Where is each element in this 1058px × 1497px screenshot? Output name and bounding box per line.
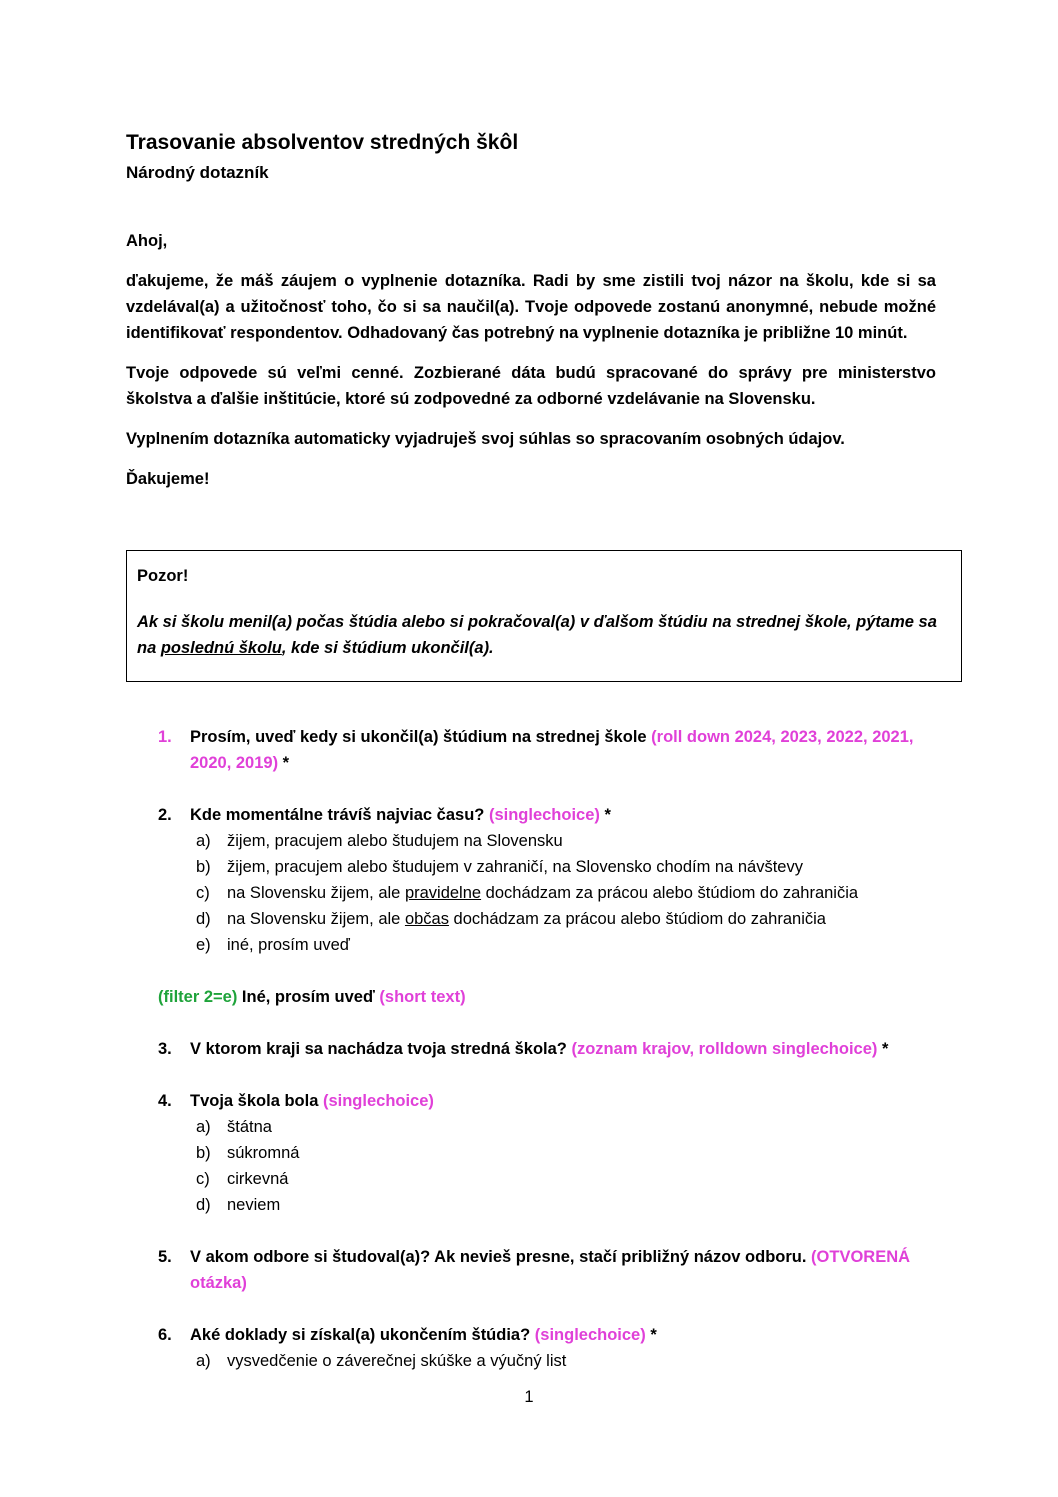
option-letter: e) bbox=[196, 936, 211, 954]
option-letter: a) bbox=[196, 832, 211, 850]
question-1 bbox=[126, 724, 936, 776]
warning-box bbox=[126, 550, 962, 682]
question-number: 1. bbox=[158, 728, 172, 746]
question-note: (singlechoice) bbox=[322, 1092, 434, 1110]
option-letter: b) bbox=[196, 858, 211, 876]
option-text: súkromná bbox=[227, 1144, 300, 1162]
question-3 bbox=[126, 1036, 936, 1062]
required-marker: * bbox=[877, 1040, 889, 1058]
question-note: (singlechoice) bbox=[488, 806, 600, 824]
question-note: (roll down 2024, 2023, 2022, 2021, 2020, 2019) bbox=[190, 728, 914, 772]
option-text: cirkevná bbox=[227, 1170, 289, 1188]
questions-list bbox=[126, 724, 936, 1374]
question-6 bbox=[126, 1322, 936, 1348]
list-item bbox=[126, 1348, 936, 1374]
list-item bbox=[126, 828, 936, 854]
document-subtitle: Národný dotazník bbox=[126, 163, 269, 182]
option-text-post: dochádzam za prácou alebo štúdiom do zahraničia bbox=[448, 910, 826, 928]
option-text-pre: na Slovensku žijem, ale bbox=[227, 910, 405, 928]
document-title: Trasovanie absolventov stredných škôl bbox=[126, 131, 519, 154]
option-text-pre: na Slovensku žijem, ale bbox=[227, 884, 405, 902]
option-text: štátna bbox=[227, 1118, 272, 1136]
option-text: vysvedčenie o záverečnej skúške a výučný list bbox=[227, 1352, 567, 1370]
list-item bbox=[126, 932, 936, 958]
option-text-underlined: pravidelne bbox=[404, 884, 482, 902]
intro-paragraph-1: ďakujeme, že máš záujem o vyplnenie dotazníka. Radi by sme zistili tvoj názor na školu, kde si sa vzdelával(a) a užitočnosť toho, čo si sa naučil(a). Tvoje odpovede zostanú anonymné, nebude možné identifikovať respondentov. Odhadovaný čas potrebný na vyplnenie dotazníka je približne 10 minút. bbox=[126, 272, 936, 342]
option-letter: c) bbox=[196, 884, 210, 902]
list-item bbox=[126, 880, 936, 906]
option-text bbox=[227, 880, 936, 906]
question-number: 5. bbox=[158, 1248, 172, 1266]
intro-section bbox=[126, 228, 936, 492]
page-number: 1 bbox=[524, 1388, 534, 1406]
question-note: (zoznam krajov, rolldown singlechoice) bbox=[571, 1040, 878, 1058]
option-text-underlined: občas bbox=[404, 910, 449, 928]
option-text: neviem bbox=[227, 1196, 281, 1214]
option-text: iné, prosím uveď bbox=[227, 936, 350, 954]
option-letter: a) bbox=[196, 1352, 211, 1370]
required-marker: * bbox=[278, 754, 290, 772]
option-letter: d) bbox=[196, 1196, 211, 1214]
question-number: 3. bbox=[158, 1040, 172, 1058]
filter-condition: (filter 2=e) bbox=[158, 988, 238, 1006]
intro-paragraph-2: Tvoje odpovede sú veľmi cenné. Zozbierané dáta budú spracované do správy pre ministerstvo školstva a ďalšie inštitúcie, ktoré sú zodpovedné za odborné vzdelávanie na Slovensku. bbox=[126, 364, 936, 408]
required-marker: * bbox=[645, 1326, 657, 1344]
option-letter: d) bbox=[196, 910, 211, 928]
question-note: (singlechoice) bbox=[534, 1326, 646, 1344]
option-text-post: dochádzam za prácou alebo štúdiom do zahraničia bbox=[481, 884, 859, 902]
question-6-options bbox=[126, 1348, 936, 1374]
question-2-options bbox=[126, 828, 936, 958]
question-5 bbox=[126, 1244, 936, 1296]
option-text: žijem, pracujem alebo študujem v zahraničí, na Slovensko chodím na návštevy bbox=[227, 858, 803, 876]
warning-body-post: , kde si štúdium ukončil(a). bbox=[281, 639, 494, 657]
question-number: 4. bbox=[158, 1092, 172, 1110]
filter-text: Iné, prosím uveď bbox=[237, 988, 380, 1006]
required-marker: * bbox=[599, 806, 611, 824]
question-text: V ktorom kraji sa nachádza tvoja stredná škola? bbox=[190, 1040, 572, 1058]
thanks-text: Ďakujeme! bbox=[126, 470, 210, 488]
option-letter: c) bbox=[196, 1170, 210, 1188]
warning-body bbox=[137, 609, 951, 661]
question-number: 2. bbox=[158, 806, 172, 824]
option-letter: a) bbox=[196, 1118, 211, 1136]
option-text bbox=[227, 906, 936, 932]
question-4 bbox=[126, 1088, 936, 1114]
list-item bbox=[126, 854, 936, 880]
warning-body-pre: Ak si školu menil(a) počas štúdia alebo si pokračoval(a) v ďalšom štúdiu na strednej škole, pýtame sa na bbox=[137, 613, 937, 657]
question-text: Kde momentálne trávíš najviac času? bbox=[190, 806, 489, 824]
list-item bbox=[126, 1166, 936, 1192]
question-2 bbox=[126, 802, 936, 828]
warning-underlined: poslednú školu bbox=[160, 639, 282, 657]
question-text: Tvoja škola bola bbox=[190, 1092, 323, 1110]
list-item bbox=[126, 906, 936, 932]
question-text: V akom odbore si študoval(a)? Ak nevieš presne, stačí približný názov odboru. bbox=[190, 1248, 812, 1266]
document-page bbox=[126, 130, 936, 1374]
question-number: 6. bbox=[158, 1326, 172, 1344]
question-text: Aké doklady si získal(a) ukončením štúdia? bbox=[190, 1326, 535, 1344]
question-text: Prosím, uveď kedy si ukončil(a) štúdium na strednej škole bbox=[190, 728, 652, 746]
warning-heading: Pozor! bbox=[137, 567, 189, 585]
list-item bbox=[126, 1114, 936, 1140]
intro-paragraph-3: Vyplnením dotazníka automaticky vyjadruješ svoj súhlas so spracovaním osobných údajov. bbox=[126, 430, 845, 448]
filter-line bbox=[158, 984, 936, 1010]
greeting: Ahoj, bbox=[126, 232, 168, 250]
question-4-options bbox=[126, 1114, 936, 1218]
option-text: žijem, pracujem alebo študujem na Slovensku bbox=[227, 832, 563, 850]
question-note: (OTVORENÁ otázka) bbox=[190, 1248, 911, 1292]
list-item bbox=[126, 1192, 936, 1218]
filter-note: (short text) bbox=[379, 988, 466, 1006]
option-letter: b) bbox=[196, 1144, 211, 1162]
list-item bbox=[126, 1140, 936, 1166]
